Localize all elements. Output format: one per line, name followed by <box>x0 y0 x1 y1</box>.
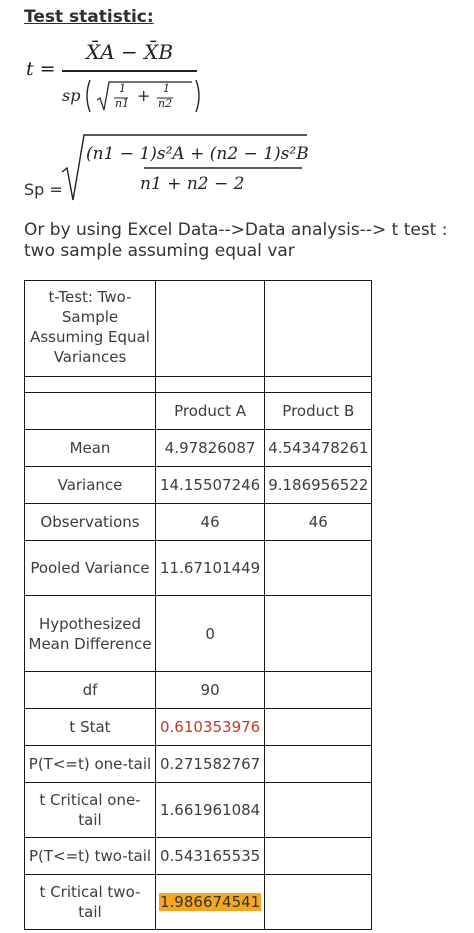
table-spacer-row <box>25 377 372 393</box>
cell-a <box>156 875 265 930</box>
row-label: P(T<=t) one-tail <box>25 746 156 783</box>
row-label: P(T<=t) two-tail <box>25 838 156 875</box>
table-row <box>25 672 372 709</box>
cell-a: 0 <box>156 596 265 672</box>
cell-a: 0.543165535 <box>156 838 265 875</box>
table-title-row <box>25 281 372 377</box>
cell-b <box>265 838 372 875</box>
t-critical-two-tail-highlight: 1.986674541 <box>160 893 261 911</box>
row-label: t Critical two-tail <box>25 875 156 930</box>
row-label: Mean <box>25 430 156 467</box>
t-plus: + <box>137 86 151 105</box>
sp-numerator: (n1 − 1)s²A + (n2 − 1)s²B <box>86 144 309 164</box>
row-label: t Critical one-tail <box>25 783 156 838</box>
col-header-product-a: Product A <box>156 393 265 430</box>
row-label: Pooled Variance <box>25 541 156 596</box>
cell-b <box>265 783 372 838</box>
cell-a: 90 <box>156 672 265 709</box>
section-heading: Test statistic: <box>24 7 154 27</box>
row-label: Variance <box>25 467 156 504</box>
table-row <box>25 430 372 467</box>
t-numerator: X̄A − X̄B <box>86 40 174 64</box>
cell-b: 4.543478261 <box>265 430 372 467</box>
table-title: t-Test: Two-Sample Assuming Equal Variances <box>25 281 156 377</box>
t-one-a: 1 <box>119 82 126 95</box>
t-one-b: 1 <box>163 82 170 95</box>
cell-b <box>265 746 372 783</box>
t-n1: n1 <box>115 97 130 110</box>
excel-instruction: Or by using Excel Data-->Data analysis--> t test : two sample assuming equal var <box>24 220 448 261</box>
row-label: Observations <box>25 504 156 541</box>
cell-b: 9.186956522 <box>265 467 372 504</box>
row-label: Hypothesized Mean Difference <box>25 596 156 672</box>
sp-label: Sp = <box>24 180 63 199</box>
table-row <box>25 596 372 672</box>
cell-b <box>265 596 372 672</box>
cell-b: 46 <box>265 504 372 541</box>
row-label: t Stat <box>25 709 156 746</box>
cell-b <box>265 709 372 746</box>
cell-a: 46 <box>156 504 265 541</box>
table-row <box>25 783 372 838</box>
ttest-results-table <box>24 280 372 930</box>
table-row <box>25 709 372 746</box>
cell-a: 1.661961084 <box>156 783 265 838</box>
t-n2: n2 <box>158 97 173 110</box>
t-lhs: t = <box>26 58 56 80</box>
cell-b <box>265 672 372 709</box>
table-row <box>25 746 372 783</box>
cell-a: 0.271582767 <box>156 746 265 783</box>
cell-b <box>265 541 372 596</box>
table-row <box>25 838 372 875</box>
sp-denominator: n1 + n2 − 2 <box>140 174 245 194</box>
cell-b <box>265 875 372 930</box>
table-row <box>25 541 372 596</box>
table-row <box>25 875 372 930</box>
row-label: df <box>25 672 156 709</box>
cell-a: 4.97826087 <box>156 430 265 467</box>
t-fraction-bar <box>62 70 197 72</box>
table-row <box>25 504 372 541</box>
table-header-row <box>25 393 372 430</box>
t-stat-value: 0.610353976 <box>156 709 265 746</box>
cell-a: 11.67101449 <box>156 541 265 596</box>
table-row <box>25 467 372 504</box>
cell-a: 14.15507246 <box>156 467 265 504</box>
t-sp-symbol: sp <box>62 86 81 105</box>
col-header-product-b: Product B <box>265 393 372 430</box>
